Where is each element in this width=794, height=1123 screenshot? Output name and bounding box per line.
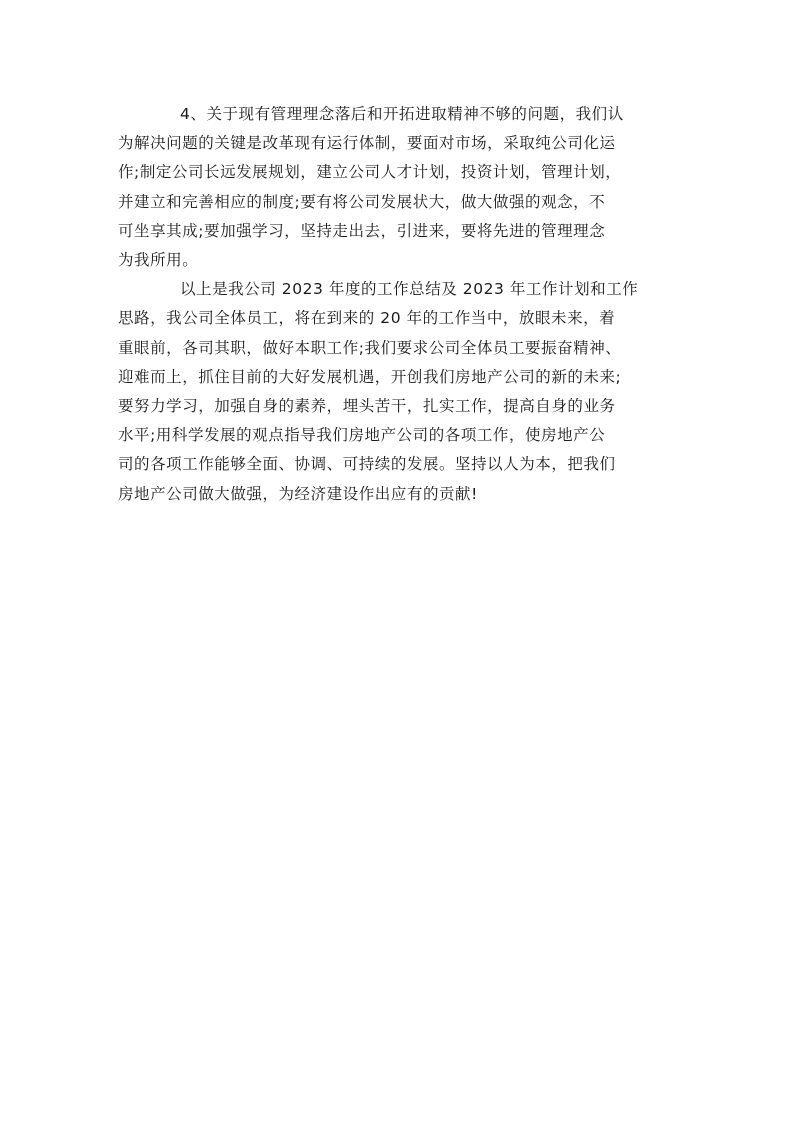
text-line: 司的各项工作能够全面、协调、可持续的发展。坚持以人为本，把我们 [118,455,616,474]
text-line: 并建立和完善相应的制度;要有将公司发展状大，做大做强的观念，不 [118,192,606,211]
text-line: 重眼前，各司其职，做好本职工作;我们要求公司全体员工要振奋精神、 [118,338,622,357]
text-line: 以上是我公司 2023 年度的工作总结及 2023 年工作计划和工作 [180,280,639,299]
text-line: 4、关于现有管理理念落后和开拓进取精神不够的问题，我们认 [180,105,624,123]
paragraph-summary-conclusion [118,275,676,509]
text-line: 为解决问题的关键是改革现有运行体制，要面对市场，采取纯公司化运 [118,134,616,153]
text-line: 可坐享其成;要加强学习，坚持走出去，引进来，要将先进的管理理念 [118,221,606,240]
text-line: 思路，我公司全体员工，将在到来的 20 年的工作当中，放眼未来，着 [118,309,616,328]
text-line: 房地产公司做大做强，为经济建设作出应有的贡献! [118,484,478,503]
paragraph-management-concepts [118,100,676,275]
text-line: 作;制定公司长远发展规划，建立公司人才计划，投资计划，管理计划， [118,163,622,182]
text-line: 为我所用。 [118,251,199,270]
text-line: 迎难而上，抓住目前的大好发展机遇，开创我们房地产公司的新的未来; [118,367,622,386]
document-body [118,100,676,509]
text-line: 水平;用科学发展的观点指导我们房地产公司的各项工作，使房地产公 [118,426,606,445]
text-line: 要努力学习，加强自身的素养，埋头苦干，扎实工作，提高自身的业务 [118,397,616,416]
